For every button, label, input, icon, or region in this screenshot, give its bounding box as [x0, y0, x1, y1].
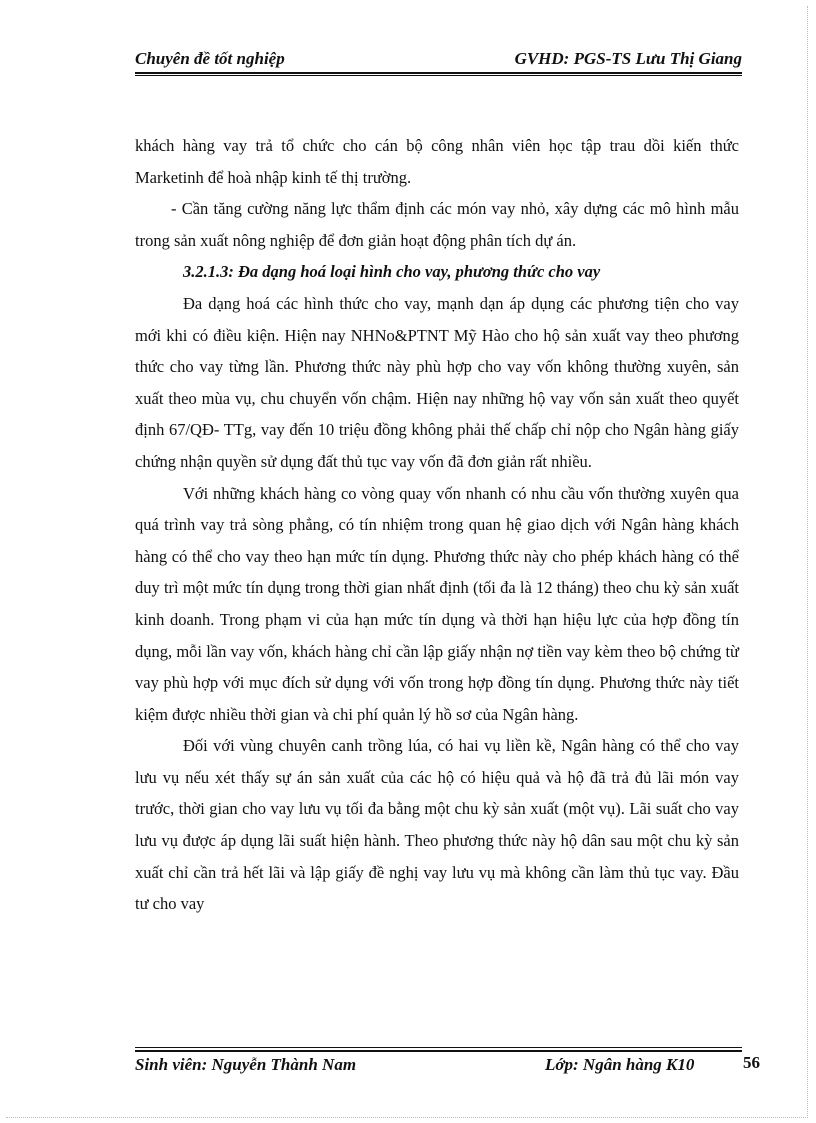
header-thesis-title: Chuyên đề tốt nghiệp	[135, 49, 285, 68]
section-heading: 3.2.1.3: Đa dạng hoá loại hình cho vay, phương thức cho vay	[183, 262, 601, 282]
footer-class: Lớp: Ngân hàng K10	[545, 1055, 695, 1074]
footer-student-name: Sinh viên: Nguyễn Thành Nam	[135, 1055, 357, 1074]
paragraph-3: Đa dạng hoá các hình thức cho vay, mạnh dạn áp dụng các phương tiện cho vay mới khi có điều kiện. Hiện nay NHNo&PTNT Mỹ Hào cho hộ sản xuất vay theo phương thức cho vay từng lần. Phương thức này phù hợp cho vay vốn không thường xuyên, sản xuất theo mùa vụ, chu chuyển vốn chậm. Hiện nay những hộ vay vốn sản xuất theo quyết định 67/QĐ- TTg, vay đến 10 triệu đồng không phải thế chấp chỉ nộp cho Ngân hàng giấy chứng nhận quyền sử dụng đất thủ tục vay vốn đã đơn giản rất nhiều.	[135, 293, 739, 471]
page-number: 56	[743, 1053, 760, 1072]
paragraph-2: - Cần tăng cường năng lực thẩm định các món vay nhỏ, xây dựng các mô hình mẫu trong sản xuất nông nghiệp để đơn giản hoạt động phân tích dự án.	[135, 199, 739, 250]
header-rule-thin	[135, 75, 742, 76]
page-header	[135, 49, 742, 71]
paragraph-4: Với những khách hàng co vòng quay vốn nhanh có nhu cầu vốn thường xuyên qua quá trình vay trả sòng phẳng, có tín nhiệm trong quan hệ giao dịch với Ngân hàng khách hàng có thể cho vay theo hạn mức tín dụng. Phương thức này cho phép khách hàng có thể duy trì một mức tín dụng trong thời gian nhất định (tối đa là 12 tháng) theo chu kỳ sản xuất kinh doanh. Trong phạm vi của hạn mức tín dụng và thời hạn hiệu lực của hợp đồng tín dụng, mỗi lần vay vốn, khách hàng chỉ cần lập giấy nhận nợ tiền vay kèm theo bộ chứng từ vay phù hợp với mục đích sử dụng với vốn trong hợp đồng tín dụng. Phương thức này tiết kiệm được nhiều thời gian và chi phí quản lý hồ sơ của Ngân hàng.	[135, 483, 739, 724]
header-rule-thick	[135, 72, 742, 74]
header-supervisor: GVHD: PGS-TS Lưu Thị Giang	[514, 49, 742, 68]
paragraph-1: khách hàng vay trả tổ chức cho cán bộ công nhân viên học tập trau dồi kiến thức Marketinh để hoà nhập kinh tế thị trường.	[135, 136, 739, 187]
footer-rule-thin	[135, 1047, 742, 1048]
paragraph-5: Đối với vùng chuyên canh trồng lúa, có hai vụ liền kề, Ngân hàng có thể cho vay lưu vụ nếu xét thấy sự án sản xuất của các hộ có hiệu quả và hộ đã trả đủ lãi món vay trước, thời gian cho vay lưu vụ tối đa bằng một chu kỳ sản xuất (một vụ). Lãi suất cho vay lưu vụ được áp dụng lãi suất hiện hành. Theo phương thức này hộ dân sau một chu kỳ sản xuất chỉ cần trả hết lãi và lập giấy đề nghị vay lưu vụ mà không cần làm thủ tục vay. Đầu tư cho vay	[135, 736, 739, 914]
page-footer	[135, 1055, 760, 1077]
footer-rule-thick	[135, 1050, 742, 1052]
body-text	[135, 130, 739, 920]
